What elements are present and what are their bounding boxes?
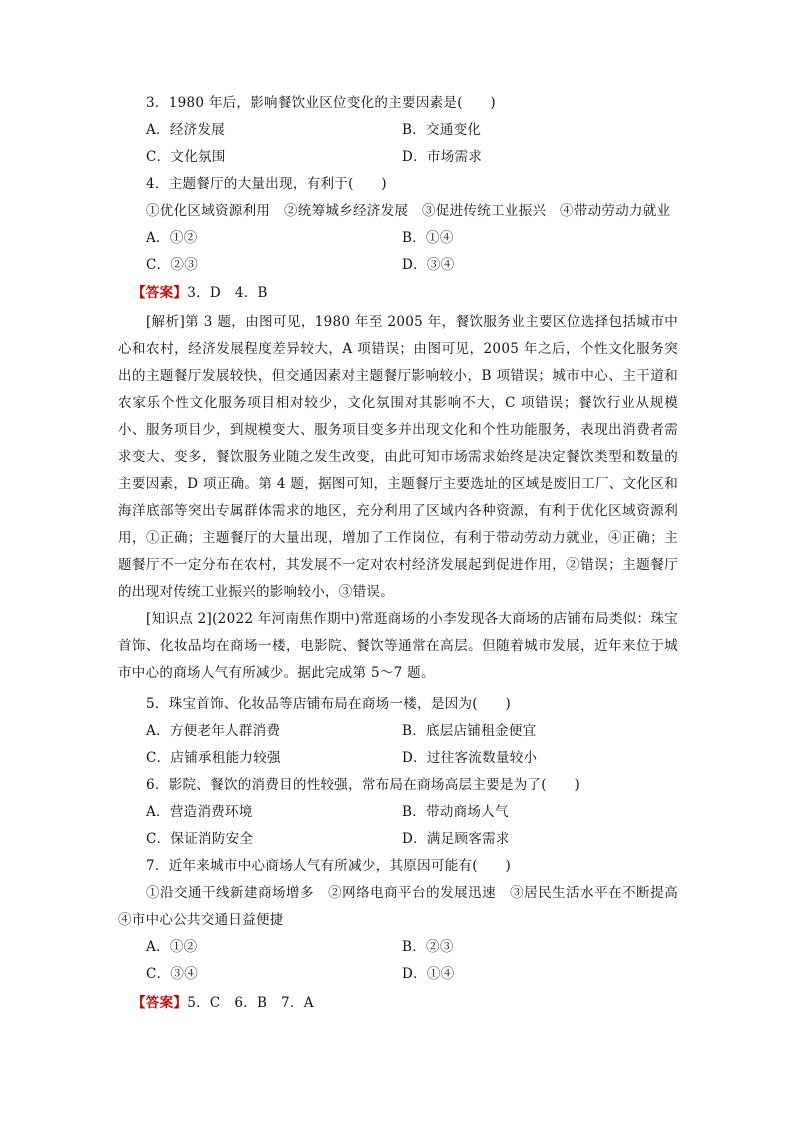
q4-stem: 4．主题餐厅的大量出现，有利于( ) <box>146 176 387 192</box>
q5-option-a: A．方便老年人群消费 <box>146 723 281 739</box>
q5-option-d: D．过往客流数量较小 <box>402 750 538 766</box>
q6-option-d: D．满足顾客需求 <box>402 831 510 847</box>
q4-option-c: C．②③ <box>146 257 199 273</box>
q6-options-row1 <box>146 799 706 826</box>
q7-options-row1 <box>146 934 706 961</box>
answer-tag: 【答案】 <box>132 995 188 1011</box>
q7-items-paragraph <box>118 880 692 934</box>
q3-option-b: B．交通变化 <box>402 122 482 138</box>
q3-option-d: D．市场需求 <box>402 149 483 165</box>
q3-options-row1 <box>146 117 706 144</box>
q4-option-d: D．③④ <box>402 257 455 273</box>
answer-text: 3．D 4．B <box>187 285 268 301</box>
q6-option-b: B．带动商场人气 <box>402 804 509 820</box>
q4-options-row2 <box>146 252 706 279</box>
q7-options-row2 <box>146 961 706 988</box>
q6-options-row2 <box>146 826 706 853</box>
knowledge-paragraph <box>118 606 678 687</box>
q4-option-a: A．①② <box>146 230 198 246</box>
q4-items: ①优化区域资源利用 ②统筹城乡经济发展 ③促进传统工业振兴 ④带动劳动力就业 <box>146 203 671 219</box>
q4-options-row1 <box>146 225 706 252</box>
q7-option-a: A．①② <box>146 939 198 955</box>
answer-text: 5．C 6．B 7．A <box>187 995 314 1011</box>
q5-options-row2 <box>146 745 706 772</box>
answer-tag: 【答案】 <box>132 285 188 301</box>
q7-option-b: B．②③ <box>402 939 454 955</box>
q4-option-b: B．①④ <box>402 230 454 246</box>
q7-items: ①沿交通干线新建商场增多 ②网络电商平台的发展迅速 ③居民生活水平在不断提高 ④市中心公共交通日益便捷 <box>118 885 692 928</box>
q6-stem: 6．影院、餐饮的消费目的性较强，常布局在商场高层主要是为了( ) <box>146 777 581 793</box>
analysis-paragraph <box>118 309 678 606</box>
q3-option-a: A．经济发展 <box>146 122 226 138</box>
analysis-text: [解析]第 3 题，由图可见，1980 年至 2005 年，餐饮服务业主要区位选择包括城市中心和农村，经济发展程度差异较大，A 项错误；由图可见，2005 年之后，个性文化服务突出的主题餐厅发展较快，但交通因素对主题餐厅影响较小，B 项错误；城市中心、主干道和农家乐个性文化服务项目相对较少，文化氛围对其影响不大，C 项错误；餐饮行业从规模小、服务项目少，到规模变大、服务项目变多并出现文化和个性功能服务，表现出消费者需求变大、变多，餐饮服务业随之发生改变，由此可知市场需求始终是决定餐饮类型和数量的主要因素，D 项正确。第 4 题，据图可知，主题餐厅主要选址的区域是废旧工厂、文化区和海洋底部等突出专属群体需求的地区，充分利用了区域内各种资源，有利于优化区域资源利用，①正确；主题餐厅的大量出现，增加了工作岗位，有利于带动劳动力就业，④正确；主题餐厅不一定分布在农村，其发展不一定对农村经济发展起到促进作用，②错误；主题餐厅的出现对传统工业振兴的影响较小，③错误。 <box>118 314 678 600</box>
q3-stem: 3．1980 年后，影响餐饮业区位变化的主要因素是( ) <box>146 95 496 111</box>
q3-options-row2 <box>146 144 706 171</box>
q5-option-b: B．底层店铺租金便宜 <box>402 723 537 739</box>
q5-option-c: C．店铺承租能力较强 <box>146 750 281 766</box>
answer-block-2 <box>132 990 692 1017</box>
q5-options-row1 <box>146 718 706 745</box>
answer-block-1 <box>132 280 692 307</box>
q5-stem: 5．珠宝首饰、化妆品等店铺布局在商场一楼，是因为( ) <box>146 696 512 712</box>
q6-option-a: A．营造消费环境 <box>146 804 253 820</box>
q3-option-c: C．文化氛围 <box>146 149 226 165</box>
q7-stem: 7．近年来城市中心商场人气有所减少，其原因可能有( ) <box>146 858 512 874</box>
q6-option-c: C．保证消防安全 <box>146 831 254 847</box>
q7-option-d: D．①④ <box>402 966 455 982</box>
q7-option-c: C．③④ <box>146 966 199 982</box>
knowledge-text: [知识点 2](2022 年河南焦作期中)常逛商场的小李发现各大商场的店铺布局类似：珠宝首饰、化妆品均在商场一楼，电影院、餐饮等通常在高层。但随着城市发展，近年来位于城市中心的商场人气有所减少。据此完成第 5～7 题。 <box>118 611 678 681</box>
